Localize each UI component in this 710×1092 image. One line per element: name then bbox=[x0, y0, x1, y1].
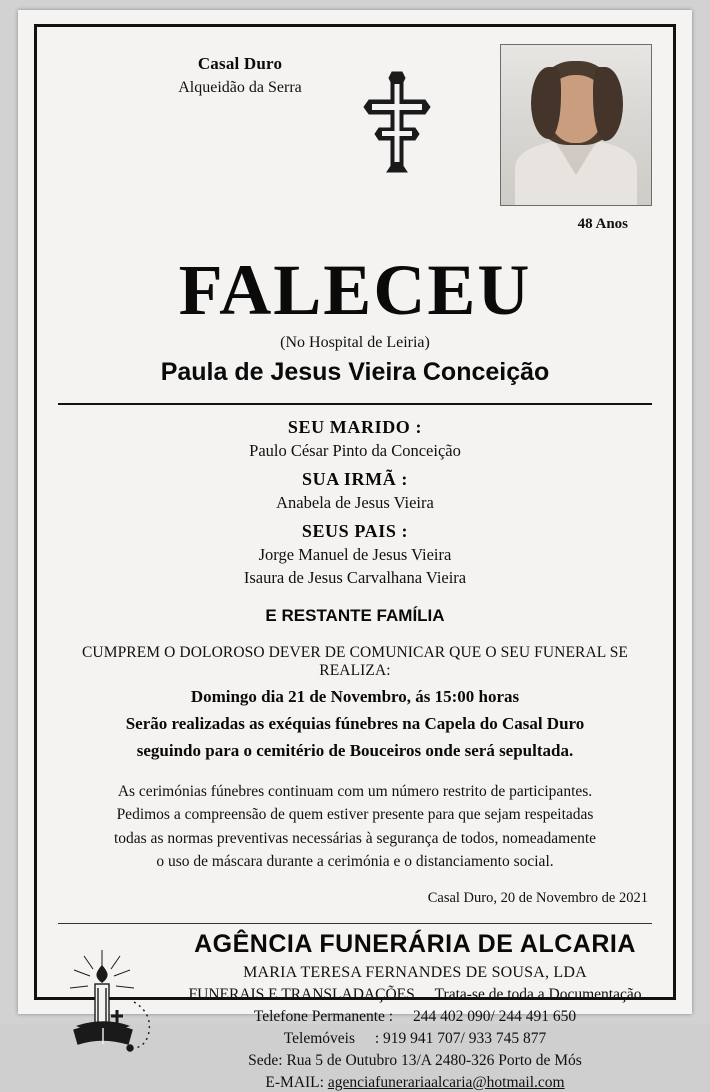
rest-of-family: E RESTANTE FAMÍLIA bbox=[265, 606, 445, 625]
family-name-husband: Paulo César Pinto da Conceição bbox=[249, 441, 461, 460]
agency-email-link[interactable]: agenciafunerariaalcaria@hotmail.com bbox=[327, 1073, 565, 1091]
funeral-cemetery: seguindo para o cemitério de Bouceiros onde será sepultada. bbox=[136, 741, 574, 760]
family-name-sister: Anabela de Jesus Vieira bbox=[276, 493, 434, 512]
divider-bottom bbox=[58, 923, 652, 924]
family-heading-husband: SEU MARIDO : bbox=[287, 417, 423, 437]
agency-services bbox=[172, 986, 658, 1004]
covid-notice-line-1: As cerimónias fúnebres continuam com um número restrito de participantes. bbox=[117, 783, 593, 800]
deceased-name: Paula de Jesus Vieira Conceição bbox=[160, 358, 550, 386]
agency-phone-value: 244 402 090/ 244 491 650 bbox=[412, 1007, 577, 1025]
agency-mobile-value: : 919 941 707/ 933 745 877 bbox=[374, 1029, 547, 1047]
family-name-father: Jorge Manuel de Jesus Vieira bbox=[258, 545, 452, 564]
covid-notice bbox=[52, 781, 658, 874]
agency-services-left: FUNERAIS E TRANSLADAÇÕES bbox=[188, 985, 415, 1003]
agency-mobile-label: Telemóveis bbox=[283, 1029, 355, 1047]
covid-notice-line-3: todas as normas preventivas necessárias à segurança de todos, nomeadamente bbox=[113, 829, 597, 847]
family-heading-parents: SEUS PAIS : bbox=[301, 521, 409, 541]
family-name-mother: Isaura de Jesus Carvalhana Vieira bbox=[243, 568, 467, 587]
place-of-death: (No Hospital de Leiria) bbox=[280, 334, 430, 351]
funeral-datetime: Domingo dia 21 de Novembro, ás 15:00 horas bbox=[190, 687, 520, 706]
locality-line-2: Alqueidão da Serra bbox=[178, 79, 302, 96]
agency-services-right: Trata-se de toda a Documentação bbox=[434, 985, 642, 1003]
page-title: FALECEU bbox=[178, 250, 532, 330]
announcement-lead: CUMPREM O DOLOROSO DEVER DE COMUNICAR QUE O SEU FUNERAL SE REALIZA: bbox=[81, 644, 629, 679]
family-heading-sister: SUA IRMÃ : bbox=[301, 469, 408, 489]
obituary-poster bbox=[18, 10, 692, 1091]
locality-line-1: Casal Duro bbox=[197, 54, 283, 73]
agency-owner: MARIA TERESA FERNANDES DE SOUSA, LDA bbox=[243, 963, 587, 981]
locality-block bbox=[130, 54, 350, 97]
agency-phone bbox=[172, 1008, 658, 1026]
agency-email bbox=[172, 1074, 658, 1092]
dateline: Casal Duro, 20 de Novembro de 2021 bbox=[427, 889, 648, 906]
photo-of-deceased bbox=[500, 44, 652, 206]
funeral-chapel: Serão realizadas as exéquias fúnebres na Capela do Casal Duro bbox=[125, 714, 585, 733]
covid-notice-line-2: Pedimos a compreensão de quem estiver presente para que sejam respeitadas bbox=[116, 806, 594, 824]
family-block bbox=[52, 417, 658, 588]
agency-email-label: E-MAIL: bbox=[265, 1073, 328, 1091]
agency-phone-label: Telefone Permanente : bbox=[253, 1007, 394, 1025]
poster-header bbox=[52, 38, 658, 248]
covid-notice-line-4: o uso de máscara durante a cerimónia e o distanciamento social. bbox=[156, 853, 554, 871]
agency-address: Sede: Rua 5 de Outubro 13/A 2480-326 Porto de Mós bbox=[248, 1051, 582, 1069]
cross-icon bbox=[352, 66, 442, 179]
poster-content bbox=[52, 38, 658, 1091]
age-label: 48 Anos bbox=[577, 216, 628, 232]
candle-bible-rosary-icon bbox=[60, 944, 170, 1054]
agency-mobile bbox=[172, 1030, 658, 1048]
agency-footer bbox=[52, 930, 658, 1092]
agency-name: AGÊNCIA FUNERÁRIA DE ALCARIA bbox=[194, 929, 636, 958]
divider-top bbox=[58, 403, 652, 405]
